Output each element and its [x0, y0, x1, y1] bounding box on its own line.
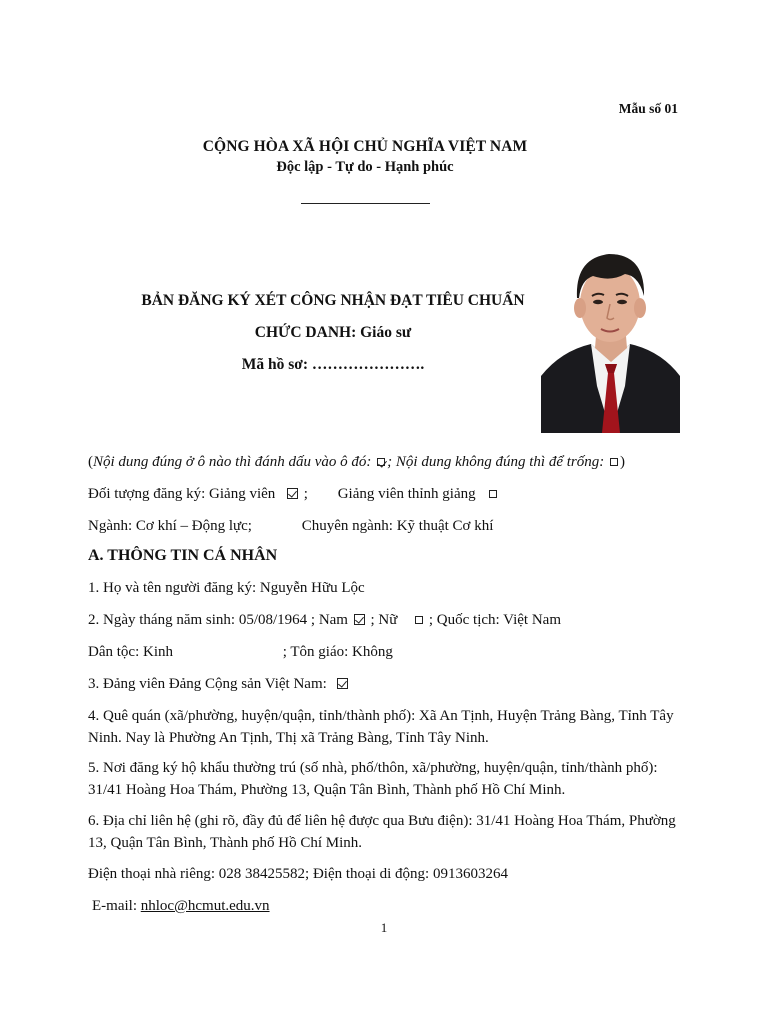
email-label: E-mail: [92, 898, 137, 914]
phone-line: Điện thoại nhà riêng: 028 38425582; Điện thoại di động: 0913603264 [88, 866, 508, 882]
page-number: 1 [380, 920, 388, 935]
registration-type [88, 484, 499, 504]
file-code-label: Mã hồ sơ: [241, 356, 309, 373]
file-code-line [120, 356, 546, 374]
female-checkbox[interactable] [415, 616, 423, 624]
position-value: Giáo sư [360, 324, 412, 341]
instructions-open: ( [88, 454, 93, 470]
instructions [88, 452, 625, 472]
branch-text: Ngành: Cơ khí – Động lực; [88, 518, 252, 534]
party-member-line [88, 674, 350, 694]
registration-label: Đối tượng đăng ký: Giảng viên [88, 486, 276, 502]
nation-motto: Độc lập - Tự do - Hạnh phúc [276, 159, 454, 175]
birth-text: 2. Ngày tháng năm sinh: 05/08/1964 ; Nam [88, 612, 348, 628]
nation-title: CỘNG HÒA XÃ HỘI CHỦ NGHĨA VIỆT NAM [202, 138, 528, 155]
party-member-text: 3. Đảng viên Đảng Cộng sản Việt Nam: [88, 676, 327, 692]
lecturer-checkbox[interactable] [287, 488, 298, 499]
religion-text: ; Tôn giáo: Không [282, 644, 393, 660]
male-checkbox[interactable] [354, 614, 365, 625]
portrait-photo-icon [541, 236, 680, 433]
section-a-heading: A. THÔNG TIN CÁ NHÂN [88, 547, 278, 564]
file-code-value: …………………. [311, 356, 425, 373]
instructions-unchecked-text: ; Nội dung không đúng thì để trống: [387, 454, 605, 470]
position-title-line [120, 324, 546, 342]
specialty-text: Chuyên ngành: Kỹ thuật Cơ khí [301, 518, 494, 534]
position-label: CHỨC DANH: [254, 324, 357, 341]
registration-sep: ; [303, 486, 308, 502]
party-member-checkbox[interactable] [337, 678, 348, 689]
sample-checked-box-icon [377, 458, 385, 466]
instructions-close: ) [620, 454, 625, 470]
nationality-text: ; Quốc tịch: Việt Nam [428, 612, 562, 628]
hometown-text: 4. Quê quán (xã/phường, huyện/quận, tỉnh/thành phố): Xã An Tịnh, Huyện Trảng Bàng, Tỉnh Tây Ninh. Nay là Phường An Tịnh, Thị xã Trảng Bàng, Tỉnh Tây Ninh. [88, 708, 674, 746]
permanent-address-text: 5. Nơi đăng ký hộ khẩu thường trú (số nhà, phố/thôn, xã/phường, huyện/quận, tỉnh/thành phố): 31/41 Hoàng Hoa Thám, Phường 13, Quận Tân Bình, Thành phố Hồ Chí Minh. [88, 760, 658, 798]
motto-underline [301, 203, 430, 204]
field-line [88, 516, 493, 536]
visiting-lecturer-checkbox[interactable] [489, 490, 497, 498]
visiting-lecturer-label: Giảng viên thỉnh giảng [337, 486, 476, 502]
instructions-checked-text: Nội dung đúng ở ô nào thì đánh dấu vào ô đó: [93, 454, 372, 470]
sample-empty-box-icon [610, 458, 618, 466]
form-number: Mẫu số 01 [618, 101, 678, 116]
female-text: ; Nữ [370, 612, 398, 628]
birth-gender-line [88, 610, 561, 630]
ethnicity-text: Dân tộc: Kinh [88, 644, 173, 660]
document-title: BẢN ĐĂNG KÝ XÉT CÔNG NHẬN ĐẠT TIÊU CHUẨN [141, 292, 525, 309]
email-link[interactable]: nhloc@hcmut.edu.vn [140, 898, 270, 914]
email-line [92, 896, 270, 916]
ethnicity-religion-line [88, 642, 393, 662]
contact-address-text: 6. Địa chỉ liên hệ (ghi rõ, đầy đủ để liên hệ được qua Bưu điện): 31/41 Hoàng Hoa Thám, Phường 13, Quận Tân Bình, Thành phố Hồ Chí Minh. [88, 813, 676, 851]
full-name-line: 1. Họ và tên người đăng ký: Nguyễn Hữu Lộc [88, 580, 365, 596]
